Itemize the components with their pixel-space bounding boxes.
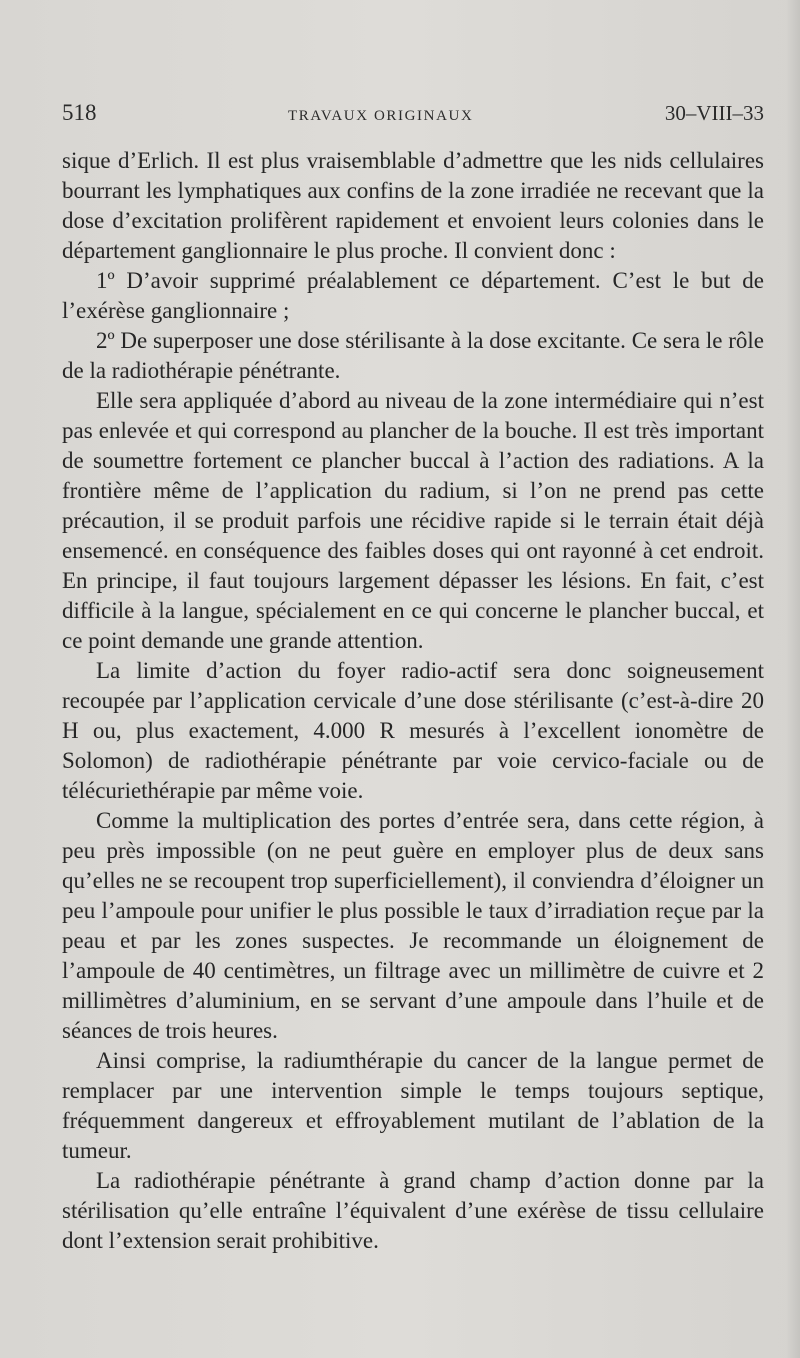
paragraph: sique d’Erlich. Il est plus vraisemblable d’admettre que les nids cellulaires bourrant les lymphatiques aux confins de la zone irradiée ne recevant que la dose d’excitation prolifèrent rapidement et envoient leurs colonies dans le département ganglionnaire le plus proche. Il convient donc : [62,148,764,263]
page-number: 518 [62,100,97,125]
journal-section-title: TRAVAUX ORIGINAUX [287,108,474,124]
paragraph: Comme la multiplication des portes d’entrée sera, dans cette région, à peu près impossible (on ne peut guère en employer plus de deux sans qu’elles ne se recoupent trop superficiellement), il conviendra d’éloigner un peu l’ampoule pour unifier le plus possible le taux d’irradiation reçue par la peau et par les zones suspectes. Je recommande un éloignement de l’ampoule de 40 centimètres, un filtrage avec un millimètre de cuivre et 2 millimètres d’aluminium, en se servant d’une ampoule dans l’huile et de séances de trois heures. [62,808,764,1043]
paragraph: Elle sera appliquée d’abord au niveau de la zone intermédiaire qui n’est pas enlevée et qui correspond au plancher de la bouche. Il est très important de soumettre fortement ce plancher buccal à l’action des radiations. A la frontière même de l’application du radium, si l’on ne prend pas cette précaution, il se produit parfois une récidive rapide si le terrain était déjà ensemencé. en conséquence des faibles doses qui ont rayonné à cet endroit. En principe, il faut toujours largement dépasser les lésions. En fait, c’est difficile à la langue, spécialement en ce qui concerne le plancher buccal, et ce point demande une grande attention. [62,388,764,653]
paragraph: La radiothérapie pénétrante à grand champ d’action donne par la stérilisation qu’elle entraîne l’équivalent d’une exérèse de tissu cellulaire dont l’extension serait prohibitive. [62,1168,764,1253]
paragraph: 1º D’avoir supprimé préalablement ce département. C’est le but de l’exérèse ganglionnaire ; [62,268,764,323]
paragraph: 2º De superposer une dose stérilisante à la dose excitante. Ce sera le rôle de la radiothérapie pénétrante. [62,328,764,383]
issue-date: 30–VIII–33 [664,101,764,125]
paragraph: La limite d’action du foyer radio-actif sera donc soigneusement recoupée par l’application cervicale d’une dose stérilisante (c’est-à-dire 20 H ou, plus exactement, 4.000 R mesurés à l’excellent ionomètre de Solomon) de radiothérapie pénétrante par voie cervico-faciale ou de télécuriethérapie par même voie. [62,658,764,803]
paragraph: Ainsi comprise, la radiumthérapie du cancer de la langue permet de remplacer par une intervention simple le temps toujours septique, fréquemment dangereux et effroyablement mutilant de l’ablation de la tumeur. [62,1048,764,1163]
running-header [62,100,764,136]
article-body [62,146,764,1256]
